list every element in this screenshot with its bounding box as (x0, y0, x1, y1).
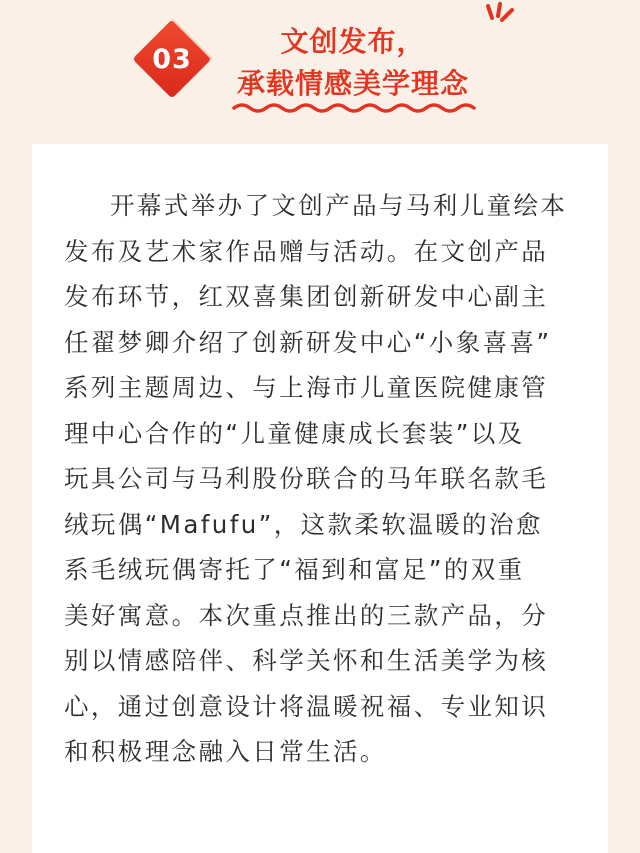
paragraph-line: 和积极理念融入日常生活。 (64, 737, 387, 766)
paragraph-line: 发布及艺术家作品赠与活动。在文创产品 (64, 236, 549, 266)
section-header (0, 0, 640, 130)
paragraph-line: 美好寓意。本次重点推出的三款产品，分 (64, 600, 549, 630)
article-paragraph (64, 183, 584, 775)
paragraph-line: 系列主题周边、与上海市儿童医院健康管 (64, 373, 549, 402)
paragraph-line: 绒玩偶“Mafufu”，这款柔软温暖的治愈 (64, 509, 543, 539)
section-title-line2: 承载情感美学理念 (236, 67, 469, 100)
paragraph-line: 理中心合作的“儿童健康成长套装”以及 (64, 418, 525, 448)
paragraph-line: 开幕式举办了文创产品与马利儿童绘本 (110, 191, 568, 220)
paragraph-line: 发布环节，红双喜集团创新研发中心副主 (64, 282, 549, 311)
accent-burst-icon (478, 2, 518, 30)
paragraph-line: 别以情感陪伴、科学关怀和生活美学为核 (64, 646, 549, 675)
paragraph-line: 任翟梦卿介绍了创新研发中心“小象喜喜” (64, 327, 552, 357)
section-number: 03 (152, 43, 192, 75)
section-number-badge (130, 17, 214, 101)
paragraph-line: 玩具公司与马利股份联合的马年联名款毛 (64, 464, 549, 493)
wavy-underline-icon (232, 100, 482, 116)
paragraph-line: 心，通过创意设计将温暖祝福、专业知识 (64, 691, 549, 721)
paragraph-line: 系毛绒玩偶寄托了“福到和富足”的双重 (64, 555, 525, 584)
section-title-line1: 文创发布， (280, 25, 426, 58)
